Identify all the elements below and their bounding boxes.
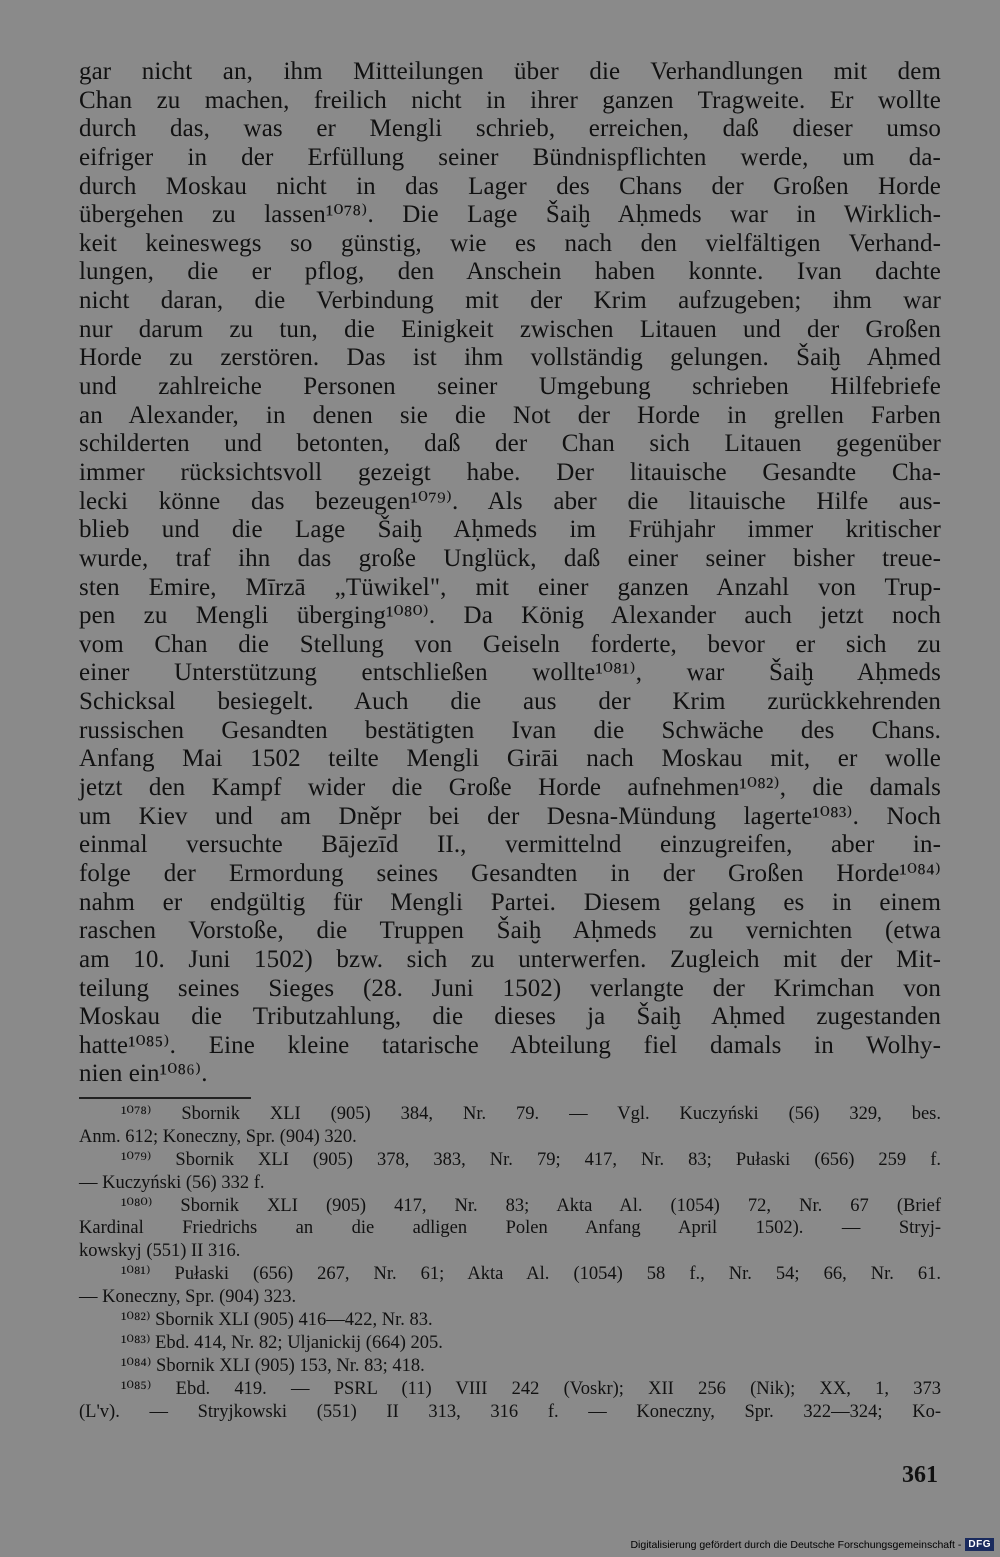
body-line: lecki könne das bezeugen¹⁰⁷⁹⁾. Als aber die litauische Hilfe aus-	[79, 487, 941, 515]
main-text	[79, 58, 941, 1089]
body-line: nicht daran, die Verbindung mit der Krim aufzugeben; ihm war	[79, 287, 941, 315]
footnote-line: (L'v). — Stryjkowski (551) II 313, 316 f. — Koneczny, Spr. 322—324; Ko-	[79, 1401, 941, 1422]
footnote-line: — Koneczny, Spr. (904) 323.	[79, 1287, 297, 1308]
dfg-logo-icon: DFG	[965, 1538, 994, 1551]
body-line: jetzt den Kampf wider die Große Horde aufnehmen¹⁰⁸²⁾, die damals	[79, 774, 941, 802]
digitization-credit	[630, 1538, 994, 1551]
body-line: sten Emire, Mīrzā „Tüwikel", mit einer ganzen Anzahl von Trup-	[79, 573, 941, 601]
body-line: vom Chan die Stellung von Geiseln forderte, bevor er sich zu	[79, 630, 941, 658]
footnote-line: kowskyj (551) II 316.	[79, 1241, 241, 1262]
footnote-line: ¹⁰⁸⁵⁾ Ebd. 419. — PSRL (11) VIII 242 (Voskr); XII 256 (Nik); XX, 1, 373	[121, 1378, 941, 1399]
body-line: eifriger in der Erfüllung seiner Bündnispflichten werde, um da-	[79, 143, 941, 171]
footnote-line: — Kuczyński (56) 332 f.	[79, 1172, 265, 1193]
body-line: Schicksal besiegelt. Auch die aus der Krim zurückkehrenden	[79, 688, 941, 716]
body-line: wurde, traf ihn das große Unglück, daß einer seiner bisher treue-	[79, 544, 941, 572]
body-line: Chan zu machen, freilich nicht in ihrer ganzen Tragweite. Er wollte	[79, 86, 941, 114]
body-line: nur darum zu tun, die Einigkeit zwischen Litauen und der Großen	[79, 315, 941, 343]
page-number: 361	[902, 1462, 938, 1488]
body-line: durch das, was er Mengli schrieb, erreichen, daß dieser umso	[79, 115, 941, 143]
body-line: hatte¹⁰⁸⁵⁾. Eine kleine tatarische Abteilung fiel damals in Wolhy-	[79, 1031, 941, 1059]
footnote-line: ¹⁰⁸¹⁾ Pułaski (656) 267, Nr. 61; Akta Al. (1054) 58 f., Nr. 54; 66, Nr. 61.	[121, 1264, 941, 1285]
body-line: Horde zu zerstören. Das ist ihm vollständig gelungen. Šaiḫ Aḥmed	[79, 344, 941, 372]
body-line: keit keineswegs so günstig, wie es nach den vielfältigen Verhand-	[79, 229, 941, 257]
body-line: am 10. Juni 1502) bzw. sich zu unterwerfen. Zugleich mit der Mit-	[79, 945, 941, 973]
body-line: und zahlreiche Personen seiner Umgebung schrieben Hilfebriefe	[79, 373, 941, 401]
body-line: pen zu Mengli überging¹⁰⁸⁰⁾. Da König Alexander auch jetzt noch	[79, 602, 941, 630]
body-line: teilung seines Sieges (28. Juni 1502) verlangte der Krimchan von	[79, 974, 941, 1002]
footnotes	[79, 1103, 941, 1423]
body-line: russischen Gesandten bestätigten Ivan die Schwäche des Chans.	[79, 716, 941, 744]
body-line: an Alexander, in denen sie die Not der Horde in grellen Farben	[79, 401, 941, 429]
body-line: schilderten und betonten, daß der Chan sich Litauen gegenüber	[79, 430, 941, 458]
footnote-line: ¹⁰⁸⁴⁾ Sbornik XLI (905) 153, Nr. 83; 418.	[121, 1355, 425, 1376]
body-line: Moskau die Tributzahlung, die dieses ja Šaiḫ Aḥmed zugestanden	[79, 1003, 941, 1031]
body-line: um Kiev und am Dněpr bei der Desna-Mündung lagerte¹⁰⁸³⁾. Noch	[79, 802, 941, 830]
body-line: immer rücksichtsvoll gezeigt habe. Der litauische Gesandte Cha-	[79, 458, 941, 486]
body-line: lungen, die er pflog, den Anschein haben konnte. Ivan dachte	[79, 258, 941, 286]
body-line: raschen Vorstoße, die Truppen Šaiḫ Aḥmeds zu vernichten (etwa	[79, 917, 941, 945]
footnote-line: ¹⁰⁸⁰⁾ Sbornik XLI (905) 417, Nr. 83; Akta Al. (1054) 72, Nr. 67 (Brief	[121, 1195, 941, 1216]
footnote-line: ¹⁰⁷⁸⁾ Sbornik XLI (905) 384, Nr. 79. — Vgl. Kuczyński (56) 329, bes.	[121, 1104, 941, 1124]
body-line: übergehen zu lassen¹⁰⁷⁸⁾. Die Lage Šaiḫ Aḥmeds war in Wirklich-	[79, 201, 941, 229]
credit-text: Digitalisierung gefördert durch die Deutsche Forschungsgemeinschaft -	[630, 1538, 962, 1551]
body-line: gar nicht an, ihm Mitteilungen über die Verhandlungen mit dem	[79, 58, 941, 85]
footnote-divider	[79, 1097, 251, 1099]
footnote-line: ¹⁰⁸³⁾ Ebd. 414, Nr. 82; Uljanickij (664) 205.	[121, 1332, 443, 1353]
footnote-line: Anm. 612; Koneczny, Spr. (904) 320.	[79, 1126, 357, 1147]
body-line: blieb und die Lage Šaiḫ Aḥmeds im Frühjahr immer kritischer	[79, 516, 941, 544]
body-line: nahm er endgültig für Mengli Partei. Diesem gelang es in einem	[79, 888, 941, 916]
footnote-line: ¹⁰⁷⁹⁾ Sbornik XLI (905) 378, 383, Nr. 79; 417, Nr. 83; Pułaski (656) 259 f.	[121, 1149, 941, 1170]
body-line: einer Unterstützung entschließen wollte¹⁰⁸¹⁾, war Šaiḫ Aḥmeds	[79, 659, 941, 687]
body-line: nien ein¹⁰⁸⁶⁾.	[79, 1060, 208, 1088]
body-line: Anfang Mai 1502 teilte Mengli Girāi nach Moskau mit, er wolle	[79, 745, 941, 773]
footnote-line: ¹⁰⁸²⁾ Sbornik XLI (905) 416—422, Nr. 83.	[121, 1310, 433, 1331]
body-line: folge der Ermordung seines Gesandten in der Großen Horde¹⁰⁸⁴⁾	[79, 859, 941, 887]
footnote-line: Kardinal Friedrichs an die adligen Polen Anfang April 1502). — Stryj-	[79, 1218, 941, 1239]
body-line: einmal versuchte Bājezīd II., vermittelnd einzugreifen, aber in-	[79, 831, 941, 859]
body-line: durch Moskau nicht in das Lager des Chans der Großen Horde	[79, 172, 941, 200]
